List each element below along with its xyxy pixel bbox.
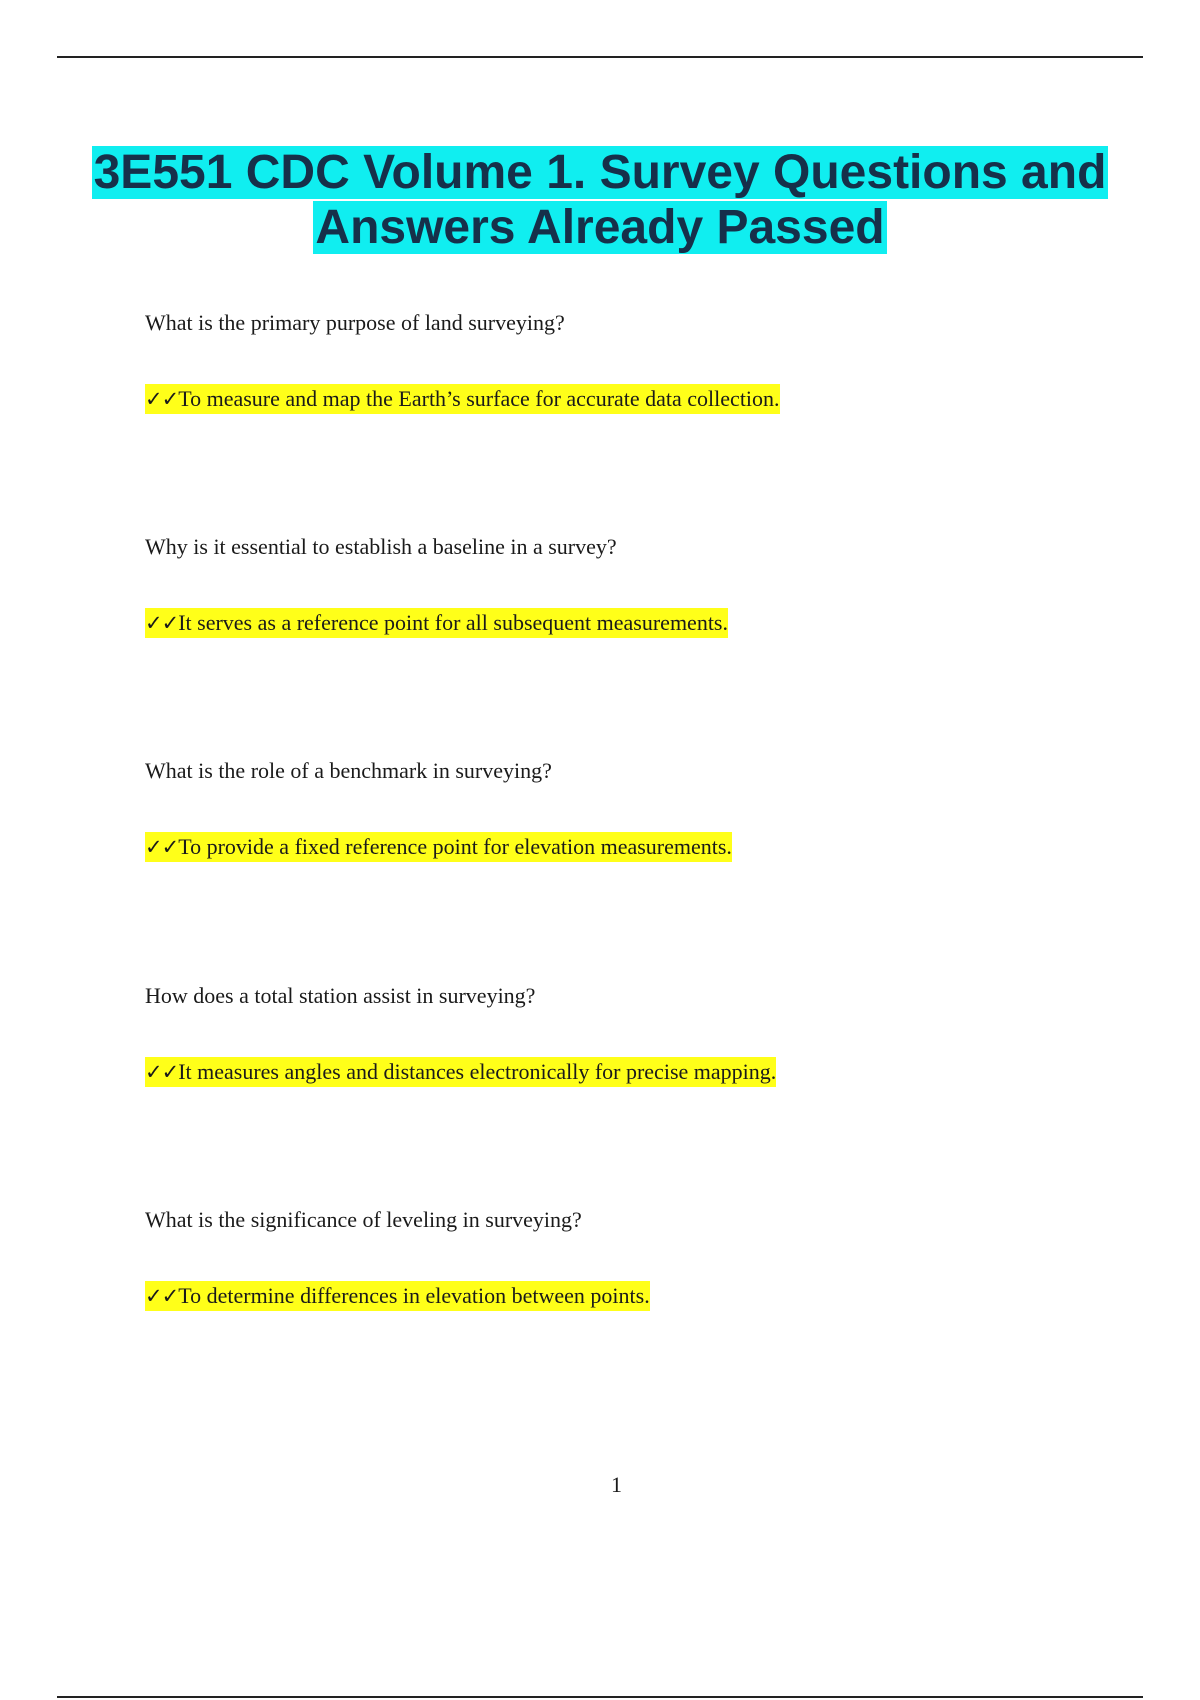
answer-text: To provide a fixed reference point for elevation measurements. [178,834,732,859]
question-text: What is the primary purpose of land surveying? [145,310,565,335]
answer-highlight [145,1057,776,1087]
question-text: What is the significance of leveling in surveying? [145,1207,582,1232]
answer-highlight [145,1281,650,1311]
answer-text: To determine differences in elevation between points. [178,1283,650,1308]
document-title: 3E551 CDC Volume 1. Survey Questions and Answers Already Passed [93,146,1107,254]
answer-highlight [145,832,732,862]
answer-text: It serves as a reference point for all subsequent measurements. [178,610,728,635]
check-mark-icon: ✓✓ [145,1060,179,1084]
page-number: 1 [611,1472,622,1497]
check-mark-icon: ✓✓ [145,835,179,859]
check-mark-icon: ✓✓ [145,1284,179,1308]
answer-line [145,833,732,861]
question-text: What is the role of a benchmark in surveying? [145,758,552,783]
footer-rule [57,1696,1143,1698]
answer-highlight [145,608,728,638]
answer-highlight [145,384,780,414]
question-text: How does a total station assist in surveying? [145,983,536,1008]
answer-line [145,1282,650,1310]
answer-text: It measures angles and distances electronically for precise mapping. [178,1059,777,1084]
check-mark-icon: ✓✓ [145,611,179,635]
question-text: Why is it essential to establish a baseline in a survey? [145,534,617,559]
header-rule [57,56,1143,58]
document-title-block [0,145,1200,255]
answer-line [145,1058,776,1086]
check-mark-icon: ✓✓ [145,387,179,411]
answer-line [145,609,728,637]
answer-text: To measure and map the Earth’s surface for accurate data collection. [178,386,780,411]
answer-line [145,385,780,413]
